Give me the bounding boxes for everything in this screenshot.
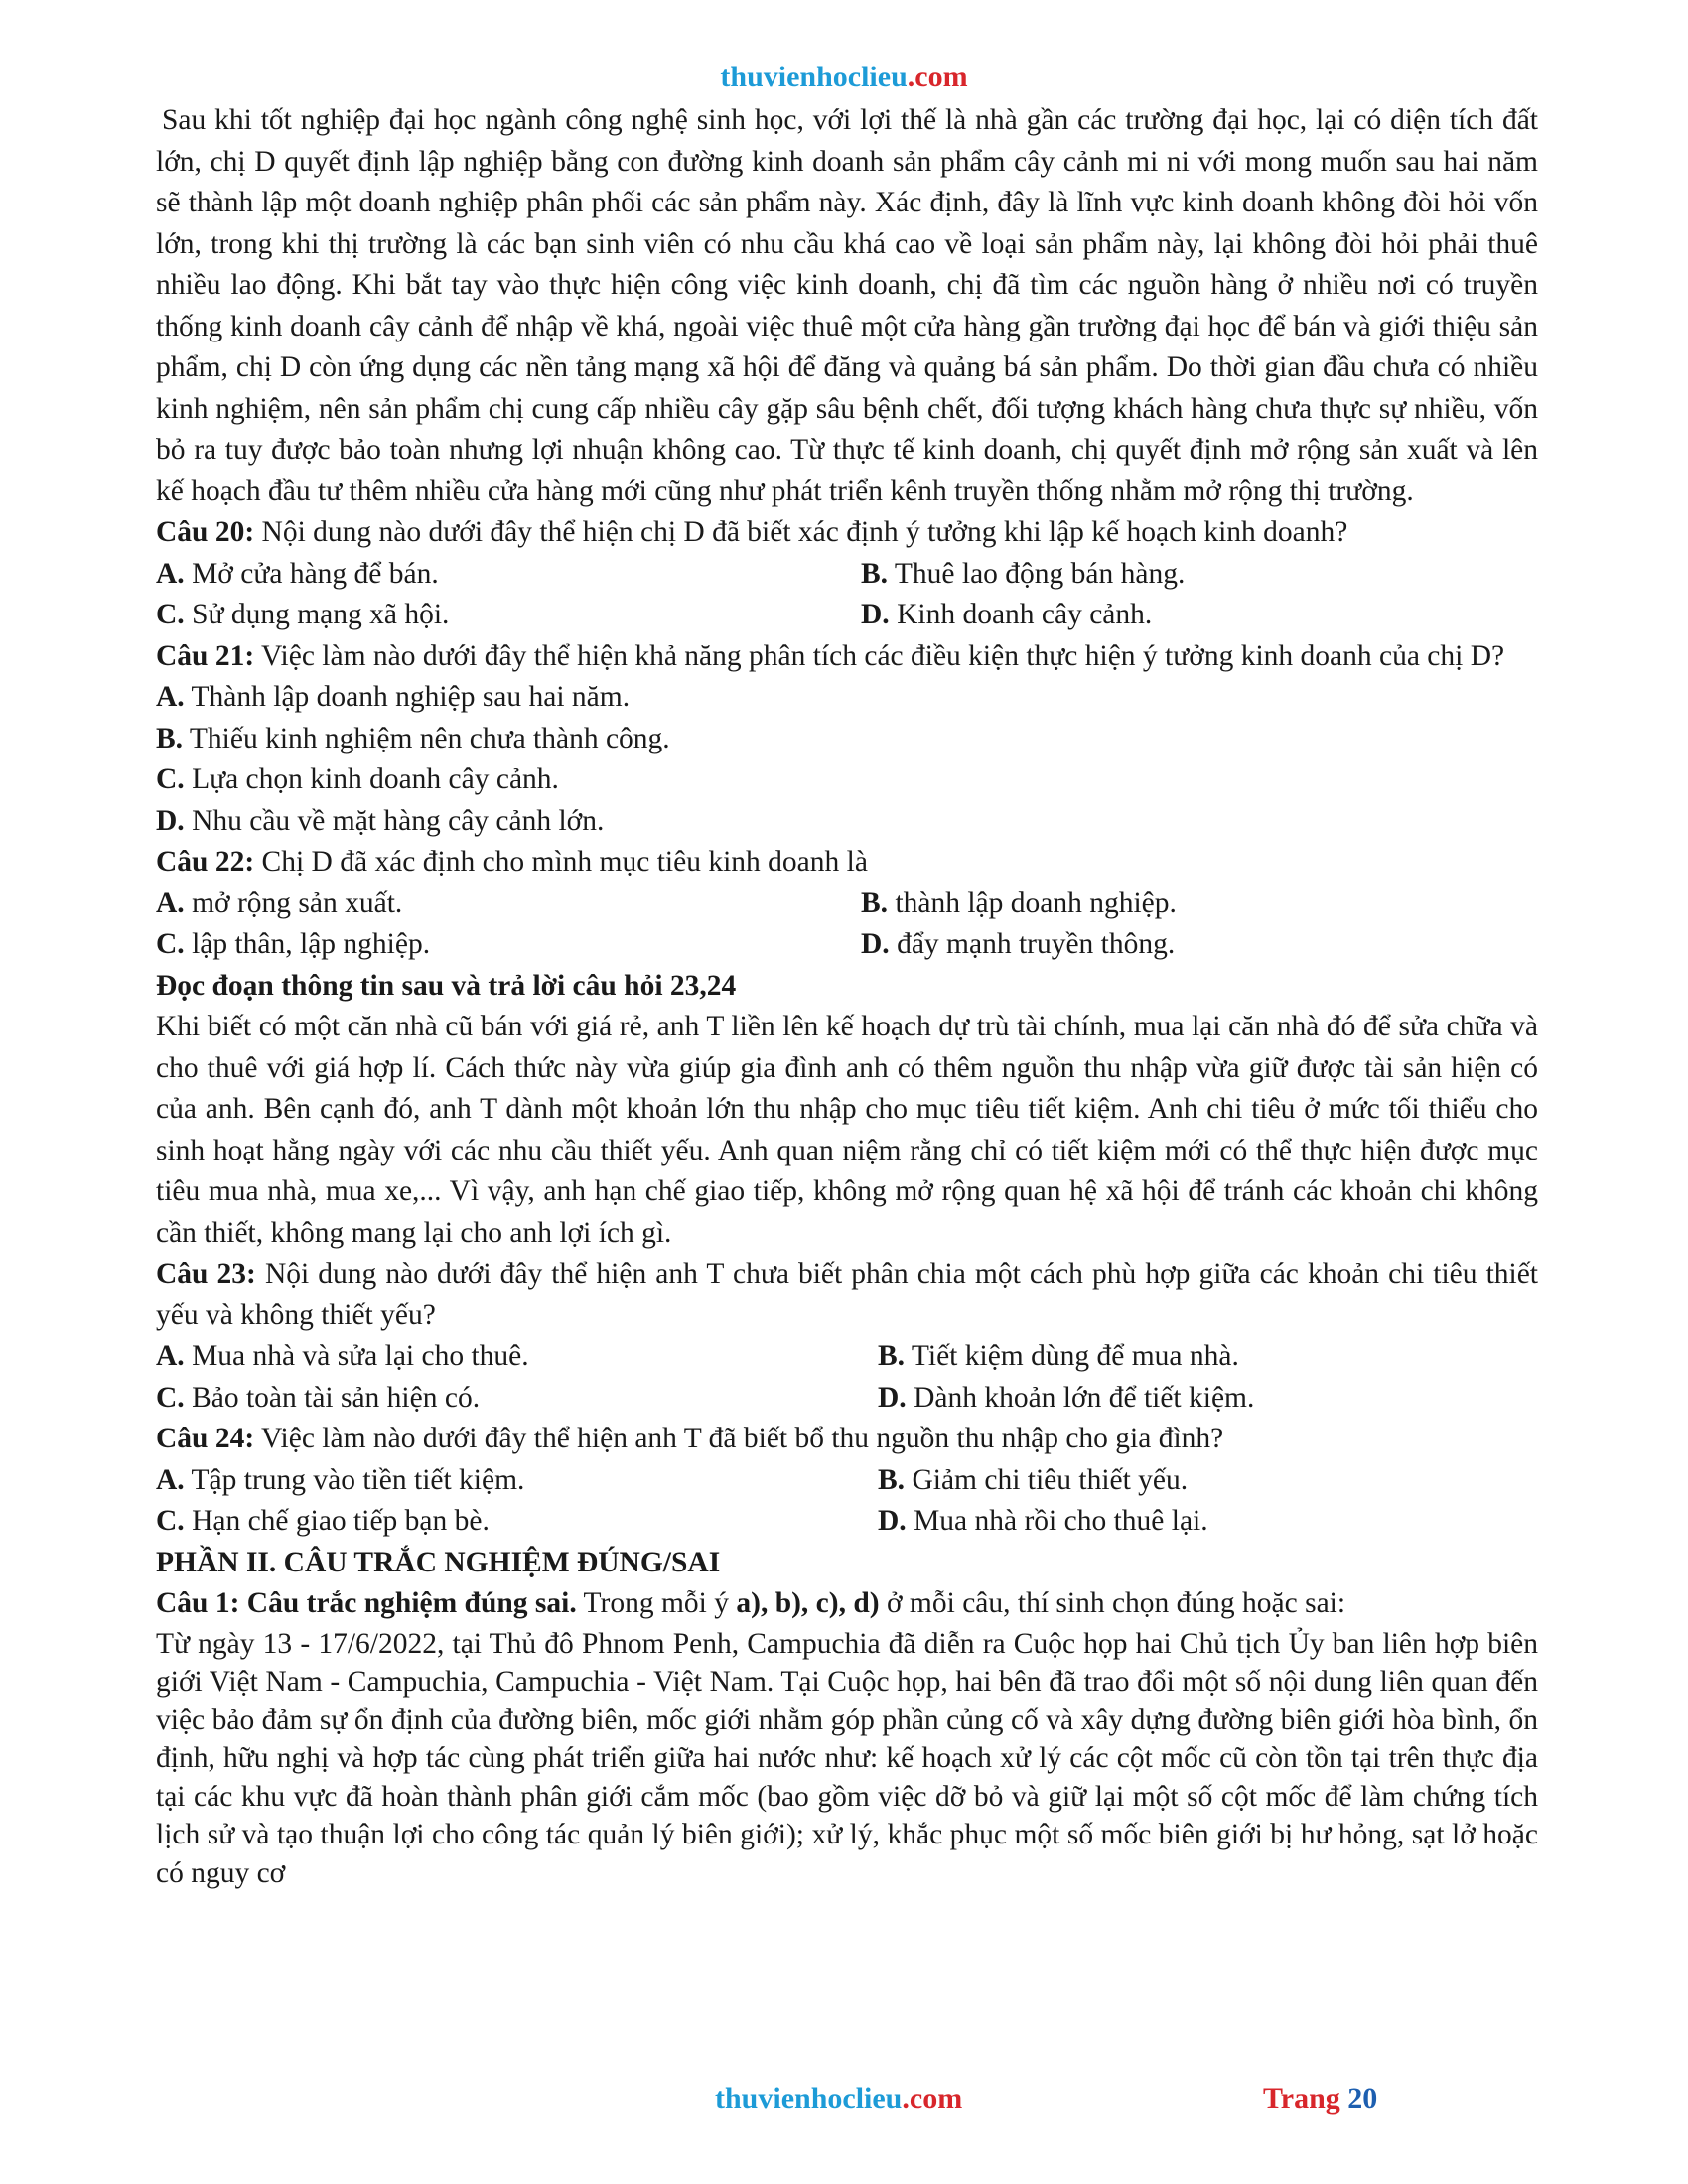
- option-text: Mua nhà rồi cho thuê lại.: [906, 1505, 1208, 1537]
- option-text: Thuê lao động bán hàng.: [888, 557, 1186, 590]
- option-text: Sử dụng mạng xã hội.: [184, 599, 450, 630]
- option-c: [156, 924, 861, 966]
- option-b: [878, 1460, 1538, 1502]
- option-letter: D.: [861, 599, 890, 630]
- passage-1: Sau khi tốt nghiệp đại học ngành công nghệ sinh học, với lợi thế là nhà gần các trường đại học, lại có diện tích đất lớn, chị D quyết định lập nghiệp bằng con đường kinh doanh sản phẩm cây cảnh mi ni với mong muốn sau hai năm sẽ thành lập một doanh nghiệp phân phối các sản phẩm này. Xác định, đây là lĩnh vực kinh doanh không đòi hỏi vốn lớn, trong khi thị trường là các bạn sinh viên có nhu cầu khá cao về loại sản phẩm này, lại không đòi hỏi phải thuê nhiều lao động. Khi bắt tay vào thực hiện công việc kinh doanh, chị đã tìm các nguồn hàng ở nhiều nơi có truyền thống kinh doanh cây cảnh để nhập về khá, ngoài việc thuê một cửa hàng gần trường đại học để bán và giới thiệu sản phẩm, chị D còn ứng dụng các nền tảng mạng xã hội để đăng và quảng bá sản phẩm. Do thời gian đầu chưa có nhiều kinh nghiệm, nên sản phẩm chị cung cấp nhiều cây gặp sâu bệnh chết, đối tượng khách hàng chưa thực sự nhiều, vốn bỏ ra tuy được bảo toàn nhưng lợi nhuận không cao. Từ thực tế kinh doanh, chị quyết định mở rộng sản xuất và lên kế hoạch đầu tư thêm nhiều cửa hàng mới cũng như phát triển kênh truyền thống nhằm mở rộng thị trường.: [156, 104, 1538, 507]
- option-text: lập thân, lập nghiệp.: [184, 928, 431, 960]
- question-24-label: Câu 24:: [156, 1423, 255, 1454]
- option-b: [861, 884, 1538, 925]
- option-a: [156, 1460, 878, 1502]
- option-letter: C.: [156, 928, 185, 960]
- option-a: [156, 884, 861, 925]
- site-header[interactable]: [0, 60, 1688, 95]
- question-1-passage: Từ ngày 13 - 17/6/2022, tại Thủ đô Phnom Penh, Campuchia đã diễn ra Cuộc họp hai Chủ tịch Ủy ban liên hợp biên giới Việt Nam - Campuchia, Campuchia - Việt Nam. Tại Cuộc họp, hai bên đã trao đổi một số nội dung liên quan đến việc bảo đảm sự ổn định của đường biên, mốc giới nhằm góp phần củng cố và xây dựng đường biên giới hòa bình, ổn định, hữu nghị và hợp tác cùng phát triển giữa hai nước như: kế hoạch xử lý các cột mốc cũ còn tồn tại trên thực địa tại các khu vực đã hoàn thành phân giới cắm mốc (bao gồm việc dỡ bỏ và giữ lại một số cột mốc để làm chứng tích lịch sử và tạo thuận lợi cho công tác quản lý biên giới); xử lý, khắc phục một số mốc biên giới bị hư hỏng, sạt lở hoặc có nguy cơ: [156, 1627, 1538, 1889]
- question-23-label: Câu 23:: [156, 1258, 256, 1290]
- question-21-label: Câu 21:: [156, 639, 255, 672]
- document-body: [156, 100, 1538, 1892]
- option-letter: A.: [156, 557, 185, 590]
- option-c: [156, 1501, 878, 1543]
- question-23-options: [156, 1336, 1538, 1419]
- option-d: [156, 801, 1538, 843]
- question-20: [156, 512, 1538, 554]
- option-letter: C.: [156, 599, 185, 630]
- question-21-text: Việc làm nào dưới đây thể hiện khả năng phân tích các điều kiện thực hiện ý tưởng kinh doanh của chị D?: [254, 639, 1505, 672]
- option-letter: D.: [156, 804, 185, 837]
- option-c: [156, 595, 861, 636]
- option-d: [861, 924, 1538, 966]
- option-b: [861, 554, 1538, 596]
- option-letter: B.: [861, 557, 889, 590]
- question-21: [156, 636, 1538, 678]
- question-24-text: Việc làm nào dưới đây thể hiện anh T đã biết bổ thu nguồn thu nhập cho gia đình?: [254, 1423, 1224, 1454]
- option-a: [156, 1336, 878, 1378]
- question-1-label: Câu 1: Câu trắc nghiệm đúng sai.: [156, 1587, 577, 1619]
- option-letter: B.: [878, 1340, 906, 1372]
- question-22: [156, 842, 1538, 884]
- footer-site-name: thuvienhoclieu: [715, 2082, 903, 2115]
- option-text: Thiếu kinh nghiệm nên chưa thành công.: [183, 722, 670, 754]
- option-text: đẩy mạnh truyền thông.: [889, 928, 1176, 960]
- option-text: Kinh doanh cây cảnh.: [889, 599, 1153, 630]
- option-text: Dành khoản lớn để tiết kiệm.: [906, 1381, 1255, 1414]
- option-letter: A.: [156, 681, 185, 713]
- option-text: Bảo toàn tài sản hiện có.: [184, 1381, 481, 1414]
- option-letter: C.: [156, 1381, 185, 1414]
- option-letter: D.: [878, 1505, 907, 1537]
- page-footer: [0, 2082, 1688, 2121]
- question-20-text: Nội dung nào dưới đây thể hiện chị D đã biết xác định ý tưởng khi lập kế hoạch kinh doanh?: [254, 516, 1348, 548]
- option-text: Mua nhà và sửa lại cho thuê.: [184, 1340, 529, 1372]
- question-1-text-1: Trong mỗi ý: [576, 1587, 737, 1619]
- option-text: Hạn chế giao tiếp bạn bè.: [184, 1505, 490, 1537]
- option-letter: D.: [861, 928, 890, 960]
- option-b: [878, 1336, 1538, 1378]
- question-23-text: Nội dung nào dưới đây thể hiện anh T chưa biết phân chia một cách phù hợp giữa các khoản chi tiêu thiết yếu và không thiết yếu?: [156, 1258, 1538, 1331]
- question-1: [156, 1583, 1538, 1625]
- option-text: Lựa chọn kinh doanh cây cảnh.: [184, 763, 559, 795]
- page-number: [1263, 2082, 1377, 2116]
- option-d: [878, 1501, 1538, 1543]
- page-number-label: Trang: [1263, 2082, 1348, 2115]
- option-letter: B.: [156, 722, 184, 754]
- question-20-label: Câu 20:: [156, 516, 255, 548]
- option-text: Tiết kiệm dùng để mua nhà.: [905, 1340, 1239, 1372]
- option-text: Giảm chi tiêu thiết yếu.: [905, 1463, 1189, 1496]
- option-letter: D.: [878, 1381, 907, 1414]
- option-letter: C.: [156, 1505, 185, 1537]
- option-text: Thành lập doanh nghiệp sau hai năm.: [184, 681, 631, 713]
- option-d: [861, 595, 1538, 636]
- question-23: [156, 1254, 1538, 1336]
- option-text: thành lập doanh nghiệp.: [888, 887, 1177, 919]
- site-name: thuvienhoclieu: [720, 61, 908, 93]
- question-22-label: Câu 22:: [156, 846, 255, 878]
- section-instruction: Đọc đoạn thông tin sau và trả lời câu hỏi 23,24: [156, 969, 737, 1002]
- question-24: [156, 1419, 1538, 1460]
- option-letter: B.: [861, 887, 889, 919]
- site-domain: .com: [907, 61, 968, 93]
- option-c: [156, 1378, 878, 1420]
- option-letter: A.: [156, 887, 185, 919]
- option-letter: B.: [878, 1463, 906, 1496]
- footer-site-link[interactable]: [715, 2082, 962, 2116]
- footer-site-domain: .com: [902, 2082, 963, 2115]
- option-a: [156, 554, 861, 596]
- option-letter: A.: [156, 1463, 185, 1496]
- option-text: Nhu cầu về mặt hàng cây cảnh lớn.: [184, 804, 605, 837]
- question-22-options: [156, 884, 1538, 966]
- question-1-items: a), b), c), d): [736, 1587, 880, 1619]
- page-number-value: 20: [1347, 2082, 1378, 2115]
- option-letter: C.: [156, 763, 185, 795]
- option-d: [878, 1378, 1538, 1420]
- question-20-options: [156, 554, 1538, 636]
- option-c: [156, 759, 1538, 801]
- option-text: mở rộng sản xuất.: [184, 887, 403, 919]
- question-21-options: [156, 677, 1538, 842]
- question-22-text: Chị D đã xác định cho mình mục tiêu kinh doanh là: [254, 846, 868, 878]
- passage-2: Khi biết có một căn nhà cũ bán với giá rẻ, anh T liền lên kế hoạch dự trù tài chính, mua lại căn nhà đó để sửa chữa và cho thuê với giá hợp lí. Cách thức này vừa giúp gia đình anh có thêm nguồn thu nhập vừa giữ được tài sản hiện có của anh. Bên cạnh đó, anh T dành một khoản lớn thu nhập cho mục tiêu tiết kiệm. Anh chi tiêu ở mức tối thiểu cho sinh hoạt hằng ngày với các nhu cầu thiết yếu. Anh quan niệm rằng chỉ có tiết kiệm mới có thể thực hiện được mục tiêu mua nhà, mua xe,... Vì vậy, anh hạn chế giao tiếp, không mở rộng quan hệ xã hội để tránh các khoản chi không cần thiết, không mang lại cho anh lợi ích gì.: [156, 1011, 1538, 1249]
- question-1-text-2: ở mỗi câu, thí sinh chọn đúng hoặc sai:: [879, 1587, 1346, 1619]
- option-letter: A.: [156, 1340, 185, 1372]
- question-24-options: [156, 1460, 1538, 1543]
- part-2-title: PHẦN II. CÂU TRẮC NGHIỆM ĐÚNG/SAI: [156, 1546, 721, 1578]
- option-a: [156, 677, 1538, 719]
- option-b: [156, 719, 1538, 760]
- option-text: Tập trung vào tiền tiết kiệm.: [184, 1463, 525, 1496]
- option-text: Mở cửa hàng để bán.: [184, 557, 439, 590]
